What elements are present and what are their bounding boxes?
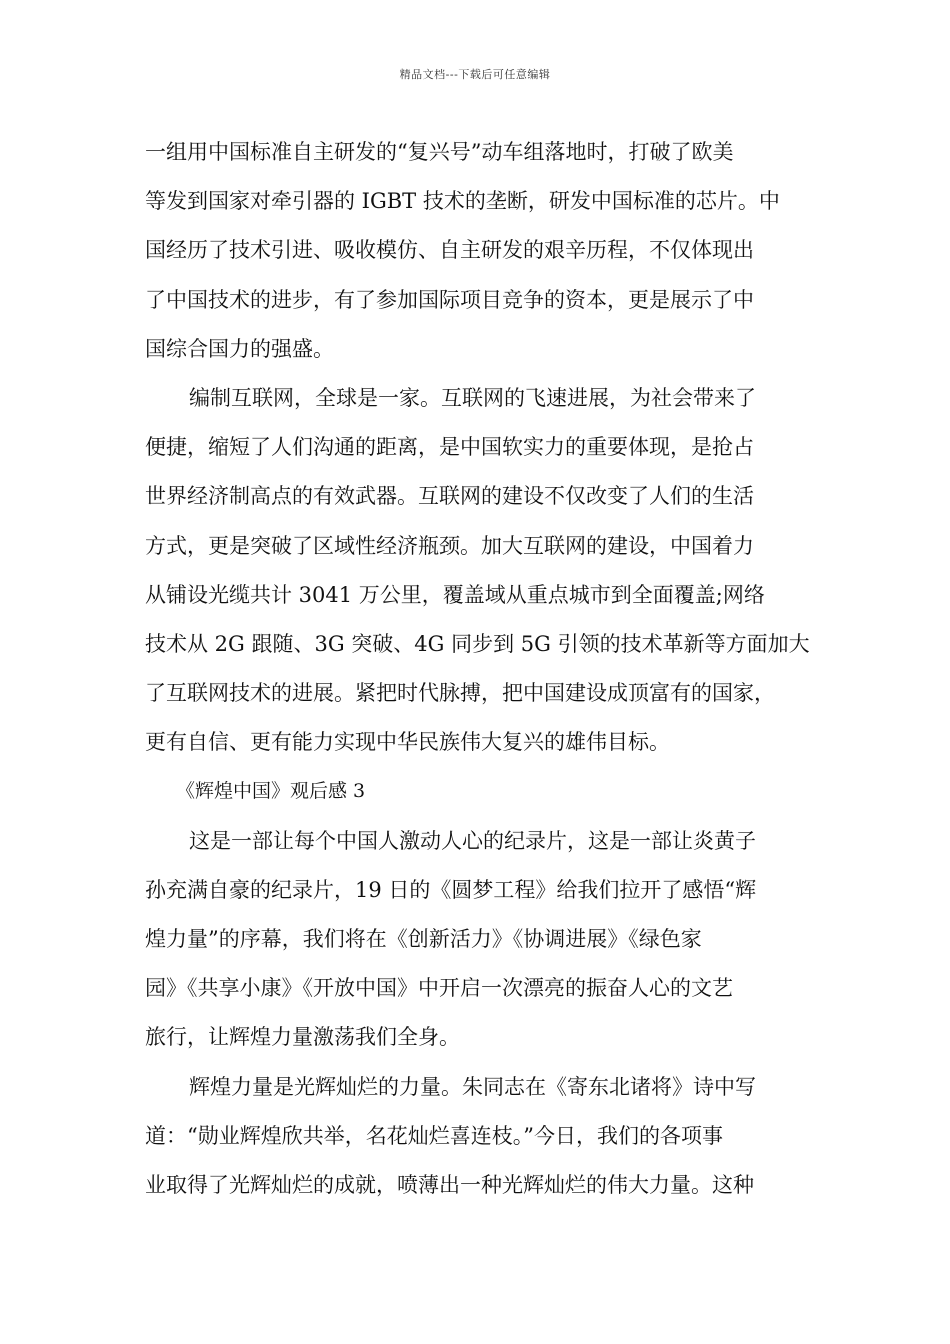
document-body xyxy=(145,128,825,1210)
body-line: 世界经济制高点的有效武器。互联网的建设不仅改变了人们的生活 xyxy=(145,484,754,509)
body-line: 从铺设光缆共计 3041 万公里，覆盖域从重点城市到全面覆盖;网络 xyxy=(145,582,765,607)
body-line: 便捷，缩短了人们沟通的距离，是中国软实力的重要体现，是抢占 xyxy=(145,435,754,460)
body-line: 道：“勋业辉煌欣共举，名花灿烂喜连枝。”今日，我们的各项事 xyxy=(145,1123,723,1148)
body-line: 业取得了光辉灿烂的成就，喷薄出一种光辉灿烂的伟大力量。这种 xyxy=(145,1172,754,1197)
body-line: 国经历了技术引进、吸收模仿、自主研发的艰辛历程，不仅体现出 xyxy=(145,238,754,263)
paragraph-first-line: 编制互联网，全球是一家。互联网的飞速进展，为社会带来了 xyxy=(189,385,756,410)
body-line: 技术从 2G 跟随、3G 突破、4G 同步到 5G 引领的技术革新等方面加大 xyxy=(145,631,810,656)
paragraph-first-line: 辉煌力量是光辉灿烂的力量。朱同志在《寄东北诸将》诗中写 xyxy=(189,1074,756,1099)
body-line: 等发到国家对牵引器的 IGBT 技术的垄断，研发中国标准的芯片。中 xyxy=(145,189,780,214)
body-line: 方式，更是突破了区域性经济瓶颈。加大互联网的建设，中国着力 xyxy=(145,533,754,558)
body-line: 煌力量”的序幕，我们将在《创新活力》《协调进展》《绿色家 xyxy=(145,927,702,951)
page-header: 精品文档---下载后可任意编辑 xyxy=(399,68,551,81)
paragraph-first-line: 这是一部让每个中国人激动人心的纪录片，这是一部让炎黄子 xyxy=(189,828,756,853)
body-line: 旅行，让辉煌力量激荡我们全身。 xyxy=(145,1025,460,1050)
body-line: 国综合国力的强盛。 xyxy=(145,336,334,361)
body-line: 了互联网技术的进展。紧把时代脉搏，把中国建设成顶富有的国家， xyxy=(145,681,775,706)
section-heading: 《辉煌中国》观后感 3 xyxy=(176,780,366,803)
body-line: 园》《共享小康》《开放中国》中开启一次漂亮的振奋人心的文艺 xyxy=(145,976,733,1001)
body-line: 孙充满自豪的纪录片，19 日的《圆梦工程》给我们拉开了感悟“辉 xyxy=(145,877,757,902)
body-line: 一组用中国标准自主研发的“复兴号”动车组落地时，打破了欧美 xyxy=(145,140,734,164)
body-line: 更有自信、更有能力实现中华民族伟大复兴的雄伟目标。 xyxy=(145,730,670,755)
body-line: 了中国技术的进步，有了参加国际项目竞争的资本，更是展示了中 xyxy=(145,287,754,312)
